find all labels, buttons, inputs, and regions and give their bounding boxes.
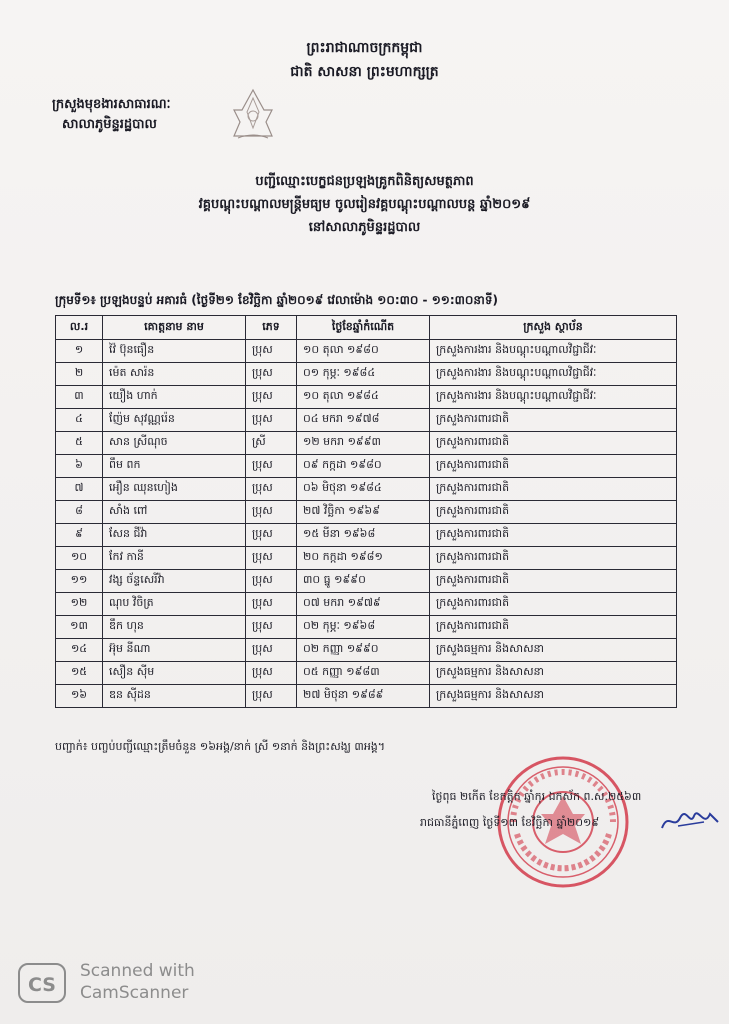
table-row <box>56 685 677 708</box>
cell-name: សឿន ស៊ីម <box>103 662 246 685</box>
table-row <box>56 478 677 501</box>
cell-sex: ប្រុស <box>246 455 297 478</box>
kingdom-heading: ព្រះរាជាណាចក្រកម្ពុជា <box>306 40 423 56</box>
cell-ministry: ក្រសួងការពារជាតិ <box>430 524 677 547</box>
cell-number: ៣ <box>56 386 103 409</box>
cell-dob: ១៥ មីនា ១៩៦៨ <box>297 524 430 547</box>
table-row <box>56 570 677 593</box>
cell-sex: ប្រុស <box>246 593 297 616</box>
svg-text:CS: CS <box>28 974 56 996</box>
cell-dob: ០៧ មករា ១៩៧៩ <box>297 593 430 616</box>
cell-dob: ០២ កញ្ញា ១៩៩០ <box>297 639 430 662</box>
cell-number: ១៦ <box>56 685 103 708</box>
cell-number: ៤ <box>56 409 103 432</box>
cell-number: ១៣ <box>56 616 103 639</box>
note-summary: បញ្ជាក់៖ បញ្ចប់បញ្ជីឈ្មោះត្រឹមចំនួន ១៦អង្គ/នាក់ ស្រី ១នាក់ និងព្រះសង្ឃ ៣អង្គ។ <box>55 740 386 753</box>
cell-dob: ១០ តុលា ១៩៨៤ <box>297 386 430 409</box>
cell-ministry: ក្រសួងការពារជាតិ <box>430 616 677 639</box>
cell-name: សាន ស្រីណុច <box>103 432 246 455</box>
cell-ministry: ក្រសួងការពារជាតិ <box>430 501 677 524</box>
cell-sex: ប្រុស <box>246 616 297 639</box>
cell-name: ពឹម ពក <box>103 455 246 478</box>
cell-ministry: ក្រសួងការងារ និងបណ្តុះបណ្តាលវិជ្ជាជីវៈ <box>430 340 677 363</box>
cell-ministry: ក្រសួងការពារជាតិ <box>430 455 677 478</box>
cell-name: អឿន ឈុនហៀង <box>103 478 246 501</box>
title-line-1: បញ្ជីឈ្មោះបេក្ខជនប្រឡងគ្រូកពិនិត្យសមត្ថភាព <box>255 174 474 189</box>
ministry-name: ក្រសួងមុខងារសាធារណៈ <box>52 97 171 112</box>
cell-number: ១១ <box>56 570 103 593</box>
col-header-sex: ភេទ <box>246 316 297 340</box>
cell-number: ៧ <box>56 478 103 501</box>
cell-dob: ០១ កុម្ភៈ ១៩៨៤ <box>297 363 430 386</box>
cell-dob: ១០ តុលា ១៩៨០ <box>297 340 430 363</box>
cell-ministry: ក្រសួងការពារជាតិ <box>430 593 677 616</box>
col-header-ministry: ក្រសួង ស្ថាប័ន <box>430 316 677 340</box>
candidate-table <box>55 315 677 708</box>
title-line-3: នៅសាលាភូមិន្ទរដ្ឋបាល <box>308 220 421 235</box>
cell-number: ១២ <box>56 593 103 616</box>
cell-dob: ០៩ កក្កដា ១៩៨០ <box>297 455 430 478</box>
cell-ministry: ក្រសួងការពារជាតិ <box>430 547 677 570</box>
cell-number: ១៤ <box>56 639 103 662</box>
cell-name: ម៉េត សារ៉ន <box>103 363 246 386</box>
signature <box>660 808 720 834</box>
watermark-line-1: Scanned with <box>80 961 195 981</box>
cell-sex: ប្រុស <box>246 639 297 662</box>
table-row <box>56 662 677 685</box>
cell-ministry: ក្រសួងការពារជាតិ <box>430 570 677 593</box>
camscanner-watermark <box>80 960 195 1004</box>
cell-sex: ប្រុស <box>246 570 297 593</box>
cell-name: ឌឹក ហុន <box>103 616 246 639</box>
school-name: សាលាភូមិន្ទរដ្ឋបាល <box>62 117 157 132</box>
cell-ministry: ក្រសួងការពារជាតិ <box>430 409 677 432</box>
cell-number: ៩ <box>56 524 103 547</box>
cell-dob: ០៤ មករា ១៩៧៨ <box>297 409 430 432</box>
date-solar: រាជធានីភ្នំពេញ ថ្ងៃទី១៣ ខែវិច្ឆិកា ឆ្នាំ២០១៩ <box>420 816 600 829</box>
cell-number: ១៥ <box>56 662 103 685</box>
table-row <box>56 547 677 570</box>
date-lunar: ថ្ងៃពុធ ២កើត ខែកត្តិក ឆ្នាំកុរ ឯកស័ក ព.ស.២៥៦៣ <box>432 790 642 803</box>
cell-name: ញ៉ែម សុវណ្ណរ៉េន <box>103 409 246 432</box>
cell-number: ៥ <box>56 432 103 455</box>
col-header-name: គោត្តនាម នាម <box>103 316 246 340</box>
table-row <box>56 363 677 386</box>
cell-ministry: ក្រសួងការពារជាតិ <box>430 478 677 501</box>
cell-name: ឌន ស៊ីដន <box>103 685 246 708</box>
group-exam-info: ក្រុមទី១៖ ប្រឡងបន្ទប់ អគារធំ (ថ្ងៃទី២១ ខែវិច្ឆិកា ឆ្នាំ២០១៩ វេលាម៉ោង ១០:៣០ - ១១:៣០នាទី) <box>55 293 498 307</box>
cell-sex: ប្រុស <box>246 524 297 547</box>
cell-dob: ០៥ កញ្ញា ១៩៨៣ <box>297 662 430 685</box>
table-row <box>56 616 677 639</box>
cell-name: ណុប វិចិត្រ <box>103 593 246 616</box>
cell-number: ៨ <box>56 501 103 524</box>
cell-name: សាំង ពៅ <box>103 501 246 524</box>
watermark-line-2: CamScanner <box>80 983 189 1003</box>
cell-ministry: ក្រសួងធម្មការ និងសាសនា <box>430 662 677 685</box>
table-row <box>56 593 677 616</box>
cell-sex: ប្រុស <box>246 547 297 570</box>
cell-dob: ២០ កក្កដា ១៩៨១ <box>297 547 430 570</box>
table-row <box>56 501 677 524</box>
cell-number: ១ <box>56 340 103 363</box>
cell-ministry: ក្រសួងការងារ និងបណ្តុះបណ្តាលវិជ្ជាជីវៈ <box>430 363 677 386</box>
cell-name: វង្ស ច័ន្ទសេរីវ៉ា <box>103 570 246 593</box>
cell-sex: ប្រុស <box>246 501 297 524</box>
cell-number: ១០ <box>56 547 103 570</box>
table-row <box>56 386 677 409</box>
motto-heading: ជាតិ សាសនា ព្រះមហាក្សត្រ <box>290 64 439 80</box>
cell-number: ៦ <box>56 455 103 478</box>
cell-name: វ៉ៃ ប៊ុនធឿន <box>103 340 246 363</box>
title-line-2: វគ្គបណ្តុះបណ្តាលមន្ត្រីមធ្យម ចូលរៀនវគ្គបណ្តុះបណ្តាលបន្ត ឆ្នាំ២០១៩ <box>198 197 531 212</box>
table-row <box>56 432 677 455</box>
cell-ministry: ក្រសួងការងារ និងបណ្តុះបណ្តាលវិជ្ជាជីវៈ <box>430 386 677 409</box>
cell-name: កែវ កានី <box>103 547 246 570</box>
col-header-number: ល.រ <box>56 316 103 340</box>
cell-dob: ០២ កុម្ភៈ ១៩៦៨ <box>297 616 430 639</box>
cell-number: ២ <box>56 363 103 386</box>
cell-ministry: ក្រសួងធម្មការ និងសាសនា <box>430 639 677 662</box>
cell-dob: ១២ មករា ១៩៩៣ <box>297 432 430 455</box>
cell-sex: ប្រុស <box>246 363 297 386</box>
camscanner-logo-icon <box>18 963 66 1003</box>
cell-dob: ៣០ ធ្នូ ១៩៩០ <box>297 570 430 593</box>
cell-sex: ប្រុស <box>246 340 297 363</box>
cell-sex: ប្រុស <box>246 685 297 708</box>
table-row <box>56 340 677 363</box>
cell-sex: ប្រុស <box>246 662 297 685</box>
cell-sex: ប្រុស <box>246 386 297 409</box>
cell-dob: ២៧ មិថុនា ១៩៨៩ <box>297 685 430 708</box>
cell-ministry: ក្រសួងធម្មការ និងសាសនា <box>430 685 677 708</box>
cell-name: អ៊ុម នីណា <box>103 639 246 662</box>
col-header-dob: ថ្ងៃខែឆ្នាំកំណើត <box>297 316 430 340</box>
cell-dob: ០៦ មិថុនា ១៩៨៤ <box>297 478 430 501</box>
cell-name: សែន ជីវ៉ា <box>103 524 246 547</box>
table-row <box>56 524 677 547</box>
cell-sex: ស្រី <box>246 432 297 455</box>
cell-ministry: ក្រសួងការពារជាតិ <box>430 432 677 455</box>
table-row <box>56 455 677 478</box>
cell-name: យឿង ហាក់ <box>103 386 246 409</box>
cell-sex: ប្រុស <box>246 409 297 432</box>
table-header-row <box>56 316 677 340</box>
table-row <box>56 639 677 662</box>
cell-dob: ២៧ វិច្ឆិកា ១៩៦៩ <box>297 501 430 524</box>
cell-sex: ប្រុស <box>246 478 297 501</box>
emblem-logo <box>228 88 278 142</box>
table-row <box>56 409 677 432</box>
